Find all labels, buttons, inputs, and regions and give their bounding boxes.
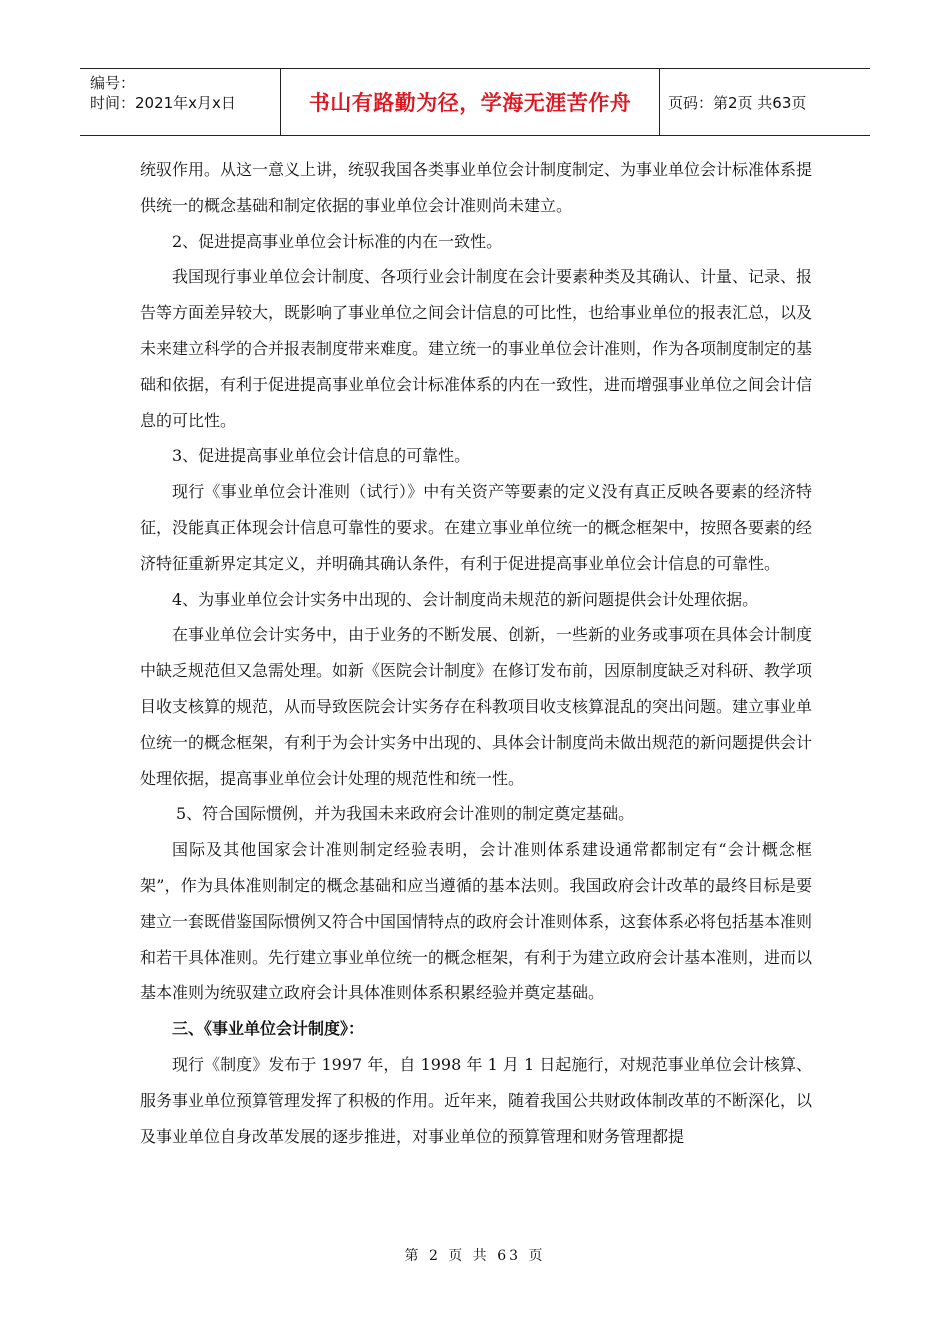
page-footer: 第 2 页 共 63 页 xyxy=(404,1248,546,1264)
section-item-4: 4、为事业单位会计实务中出现的、会计制度尚未规范的新问题提供会计处理依据。 xyxy=(172,589,759,609)
paragraph: 统驭作用。从这一意义上讲，统驭我国各类事业单位会计制度制定、为事业单位会计标准体系提供统一的概念基础和制定依据的事业单位会计准则尚未建立。 xyxy=(140,160,813,215)
paragraph: 在事业单位会计实务中，由于业务的不断发展、创新，一些新的业务或事项在具体会计制度中缺乏规范但又急需处理。如新《医院会计制度》在修订发布前，因原制度缺乏对科研、教学项目收支核算的规范，从而导致医院会计实务存在科教项目收支核算混乱的突出问题。建立事业单位统一的概念框架，有利于为会计实务中出现的、具体会计制度尚未做出规范的新问题提供会计处理依据，提高事业单位会计处理的规范性和统一性。 xyxy=(140,625,813,788)
paragraph: 国际及其他国家会计准则制定经验表明，会计准则体系建设通常都制定有“会计概念框架”，作为具体准则制定的概念基础和应当遵循的基本法则。我国政府会计改革的最终目标是要建立一套既借鉴国际惯例又符合中国国情特点的政府会计准则体系，这套体系必将包括基本准则和若干具体准则。先行建立事业单位统一的概念框架，有利于为建立政府会计基本准则，进而以基本准则为统驭建立政府会计具体准则体系积累经验并奠定基础。 xyxy=(140,840,813,1003)
header-page-info: 页码：第2页 共63页 xyxy=(668,93,807,112)
paragraph: 现行《制度》发布于 1997 年，自 1998 年 1 月 1 日起施行，对规范事业单位会计核算、服务事业单位预算管理发挥了积极的作用。近年来，随着我国公共财政体制改革的不断深化，以及事业单位自身改革发展的逐步推进，对事业单位的预算管理和财务管理都提 xyxy=(140,1054,813,1146)
section-heading: 三、《事业单位会计制度》： xyxy=(172,1019,365,1039)
section-item-2: 2、促进提高事业单位会计标准的内在一致性。 xyxy=(172,231,503,251)
section-item-3: 3、促进提高事业单位会计信息的可靠性。 xyxy=(172,446,471,466)
paragraph: 现行《事业单位会计准则（试行）》中有关资产等要素的定义没有真正反映各要素的经济特征，没能真正体现会计信息可靠性的要求。在建立事业单位统一的概念框架中，按照各要素的经济特征重新界定其定义，并明确其确认条件，有利于促进提高事业单位会计信息的可靠性。 xyxy=(140,482,813,573)
document-body xyxy=(140,152,812,1154)
document-date: 时间：2021年x月x日 xyxy=(90,94,236,112)
section-item-5: 5、符合国际惯例，并为我国未来政府会计准则的制定奠定基础。 xyxy=(176,804,635,824)
page-header xyxy=(80,68,870,136)
header-motto: 书山有路勤为径，学海无涯苦作舟 xyxy=(280,69,660,135)
document-number-label: 编号： xyxy=(90,74,136,92)
paragraph: 我国现行事业单位会计制度、各项行业会计制度在会计要素种类及其确认、计量、记录、报告等方面差异较大，既影响了事业单位之间会计信息的可比性，也给事业单位的报表汇总，以及未来建立科学的合并报表制度带来难度。建立统一的事业单位会计准则，作为各项制度制定的基础和依据，有利于促进提高事业单位会计标准体系的内在一致性，进而增强事业单位之间会计信息的可比性。 xyxy=(140,267,813,430)
header-left-cell xyxy=(80,69,280,135)
